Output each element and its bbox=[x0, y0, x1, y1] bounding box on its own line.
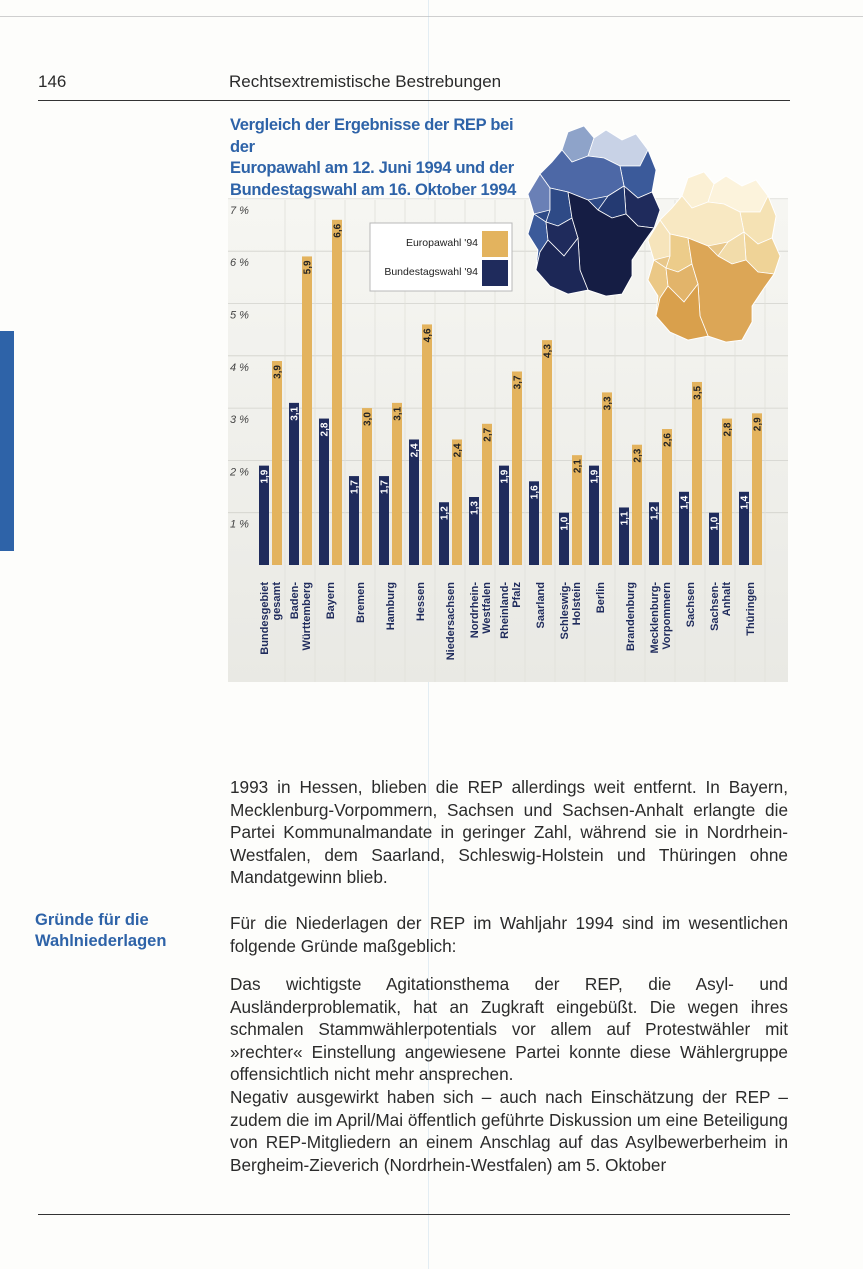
side-heading-line: Wahlniederlagen bbox=[35, 932, 167, 950]
x-axis-label: Bayern bbox=[325, 582, 337, 620]
bar-data-label: 4,3 bbox=[542, 344, 554, 359]
x-axis-label: Brandenburg bbox=[625, 582, 637, 652]
x-axis-label: Westfalen bbox=[481, 582, 493, 634]
x-axis-label: Anhalt bbox=[721, 582, 733, 617]
bar-data-label: 1,4 bbox=[679, 495, 691, 510]
bar bbox=[482, 424, 492, 565]
bar-data-label: 2,3 bbox=[632, 448, 644, 463]
bar bbox=[422, 324, 432, 565]
chart-title bbox=[230, 115, 530, 201]
bar-data-label: 1,2 bbox=[649, 506, 661, 521]
bar bbox=[392, 403, 402, 565]
x-axis-label: Niedersachsen bbox=[445, 582, 457, 661]
x-axis-label: Hamburg bbox=[385, 582, 397, 631]
side-heading bbox=[35, 910, 205, 952]
bar bbox=[602, 392, 612, 565]
bar-data-label: 1,9 bbox=[259, 469, 271, 484]
bar-data-label: 6,6 bbox=[332, 223, 344, 238]
bar bbox=[752, 413, 762, 565]
x-axis-label: Sachsen bbox=[685, 582, 697, 628]
y-tick-label: 7 % bbox=[230, 204, 249, 217]
x-axis-label: gesamt bbox=[271, 582, 283, 621]
x-axis-label: Hessen bbox=[415, 582, 427, 622]
margin-marker-bar bbox=[0, 331, 14, 551]
running-title: Rechtsextremistische Bestrebungen bbox=[229, 72, 502, 91]
footer-rule bbox=[38, 1214, 790, 1215]
bar bbox=[722, 419, 732, 565]
x-axis-label: Thüringen bbox=[745, 582, 757, 636]
x-axis-label: Saarland bbox=[535, 582, 547, 629]
x-axis-label: Mecklenburg- bbox=[649, 582, 661, 654]
x-axis-label: Vorpommern bbox=[661, 582, 673, 650]
chart-title-line: Europawahl am 12. Juni 1994 und der bbox=[230, 159, 514, 177]
bar-data-label: 3,7 bbox=[512, 375, 524, 390]
bar-data-label: 1,3 bbox=[469, 501, 481, 515]
bar-data-label: 3,3 bbox=[602, 396, 614, 411]
x-axis-label: Pfalz bbox=[511, 582, 523, 608]
bar bbox=[272, 361, 282, 565]
bar-data-label: 1,0 bbox=[559, 516, 571, 531]
bar-data-label: 5,9 bbox=[302, 260, 314, 275]
x-axis-label: Baden- bbox=[289, 582, 301, 620]
bar-data-label: 3,0 bbox=[362, 412, 374, 427]
page-header bbox=[38, 72, 790, 101]
page-number: 146 bbox=[38, 72, 67, 91]
y-tick-label: 3 % bbox=[230, 414, 249, 427]
x-axis-label: Bundesgebiet bbox=[259, 582, 271, 655]
top-edge-rule bbox=[0, 16, 863, 17]
x-axis-label: Rheinland- bbox=[499, 582, 511, 639]
bar-data-label: 2,9 bbox=[752, 417, 764, 432]
bar-data-label: 1,2 bbox=[439, 506, 451, 521]
chart-title-line: Vergleich der Ergebnisse der REP bei der bbox=[230, 116, 514, 156]
bar bbox=[692, 382, 702, 565]
paragraph: Das wichtigste Agitationsthema der REP, die Asyl- und Ausländerproblematik, hat an Zugkraft eingebüßt. Die wegen ihres schmalen Stammwählerpotentials vor allem auf Protestwähler mit »rechter« Einstellung angewiesene Partei konnte diese Wählergruppe offensichtlich nicht mehr ansprechen. bbox=[230, 974, 788, 1085]
y-tick-label: 2 % bbox=[230, 466, 249, 479]
legend-label-bundestag: Bundestagswahl '94 bbox=[384, 266, 478, 278]
bar-data-label: 2,1 bbox=[572, 459, 584, 474]
bar bbox=[362, 408, 372, 565]
legend-label-europa: Europawahl '94 bbox=[405, 237, 478, 249]
chart-legend bbox=[370, 223, 512, 291]
y-tick-label: 6 % bbox=[230, 257, 249, 270]
bar-data-label: 3,1 bbox=[392, 406, 404, 421]
paragraph: Für die Niederlagen der REP im Wahljahr 1994 sind im wesentlichen folgende Gründe maßgeblich: bbox=[230, 913, 788, 956]
bar bbox=[542, 340, 552, 565]
paragraph: Negativ ausgewirkt haben sich – auch nach Einschätzung der REP – zudem die im April/Mai öffentlich geführte Diskussion um eine Beteiligung von REP-Mitgliedern an einem Anschlag auf das Asylbewerberheim in Bergheim-Zieverich (Nordrhein-Westfalen) am 5. Oktober bbox=[230, 1087, 788, 1175]
bar-data-label: 2,4 bbox=[409, 443, 421, 458]
bar-data-label: 3,5 bbox=[692, 385, 704, 400]
y-tick-label: 1 % bbox=[230, 518, 249, 531]
bar-data-label: 2,7 bbox=[482, 427, 494, 442]
bar-data-label: 1,4 bbox=[739, 495, 751, 510]
bar bbox=[319, 419, 329, 565]
legend-swatch-bundestag bbox=[482, 260, 508, 286]
bar bbox=[512, 371, 522, 565]
bar-data-label: 1,7 bbox=[379, 480, 391, 494]
side-heading-line: Gründe für die bbox=[35, 911, 149, 929]
chart-figure bbox=[228, 110, 788, 682]
bar-data-label: 2,8 bbox=[319, 422, 331, 437]
bar-data-label: 1,9 bbox=[589, 469, 601, 484]
bar-data-label: 3,1 bbox=[289, 406, 301, 421]
bar-data-label: 3,9 bbox=[272, 365, 284, 379]
bar-data-label: 1,0 bbox=[709, 516, 721, 531]
bar-data-label: 1,9 bbox=[499, 469, 511, 484]
x-axis-label: Berlin bbox=[595, 582, 607, 614]
bar bbox=[332, 220, 342, 565]
bar-data-label: 2,8 bbox=[722, 422, 734, 437]
bar bbox=[302, 256, 312, 565]
bar-data-label: 2,4 bbox=[452, 443, 464, 458]
x-axis-label: Bremen bbox=[355, 582, 367, 623]
x-axis-label: Württemberg bbox=[301, 582, 313, 651]
chart-title-line: Bundestagswahl am 16. Oktober 1994 bbox=[230, 180, 516, 199]
y-tick-label: 4 % bbox=[230, 361, 249, 374]
x-axis-label: Nordrhein- bbox=[469, 582, 481, 639]
bar-data-label: 1,7 bbox=[349, 480, 361, 494]
bar bbox=[662, 429, 672, 565]
legend-swatch-europa bbox=[482, 231, 508, 257]
paragraph: 1993 in Hessen, blieben die REP allerdings weit entfernt. In Bayern, Mecklenburg-Vorpommern, Sachsen und Sachsen-Anhalt erlangte die Partei Kommunalmandate in geringer Zahl, während sie in Nordrhein-Westfalen, dem Saarland, Schleswig-Holstein und Thüringen ohne Mandatgewinn blieb. bbox=[230, 777, 788, 888]
y-tick-label: 5 % bbox=[230, 309, 249, 322]
bar-data-label: 1,1 bbox=[619, 511, 631, 526]
x-axis-label: Sachsen- bbox=[709, 582, 721, 631]
bar bbox=[289, 403, 299, 565]
x-axis-label: Holstein bbox=[571, 582, 583, 626]
x-axis-label: Schleswig- bbox=[559, 582, 571, 640]
bar-data-label: 2,6 bbox=[662, 433, 674, 447]
bar-data-label: 4,6 bbox=[422, 328, 434, 343]
bar-data-label: 1,6 bbox=[529, 485, 541, 500]
